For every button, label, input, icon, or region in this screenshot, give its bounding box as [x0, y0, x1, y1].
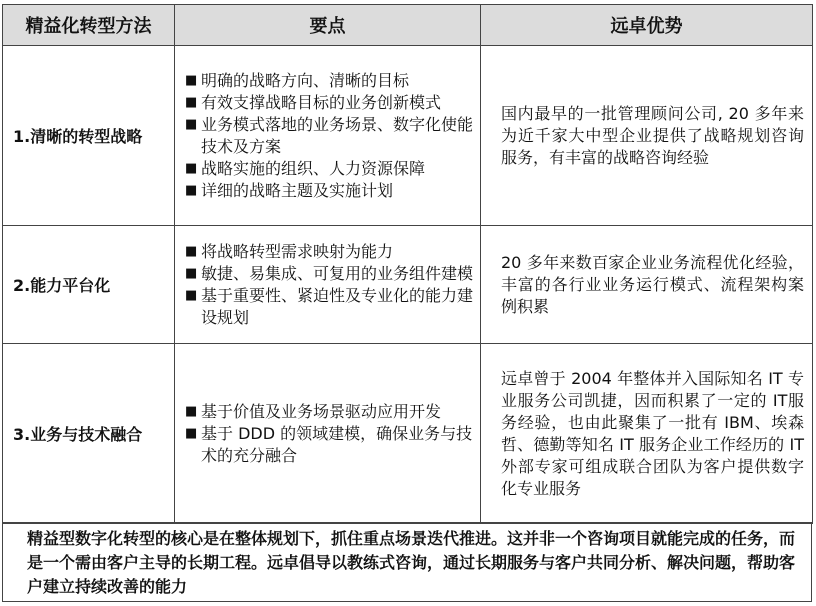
table-row	[3, 226, 813, 344]
table-row	[3, 46, 813, 226]
advantage-cell: 国内最早的一批管理顾问公司, 20 多年来为近千家大中型企业提供了战略规划咨询服务，有丰富的战略咨询经验	[481, 46, 813, 226]
summary-note: 精益型数字化转型的核心是在整体规划下，抓住重点场景迭代推进。这并非一个咨询项目就能完成的任务，而是一个需由客户主导的长期工程。远卓倡导以教练式咨询，通过长期服务与客户共同分析、解决问题，帮助客户建立持续改善的能力	[2, 522, 812, 602]
point-item	[185, 114, 474, 158]
transformation-table	[2, 4, 813, 524]
advantage-cell: 远卓曾于 2004 年整体并入国际知名 IT 专业服务公司凯捷，因而积累了一定的 IT服务经验，也由此聚集了一批有 IBM、埃森哲、德勤等知名 IT 服务企业工作经历的 IT 外部专家可组成联合团队为客户提供数字化专业服务	[481, 344, 813, 524]
point-item	[185, 401, 474, 423]
bullet-icon: ■	[185, 116, 198, 132]
method-cell: 3.业务与技术融合	[3, 344, 175, 524]
header-method: 精益化转型方法	[3, 5, 175, 46]
point-text: 业务模式落地的业务场景、数字化使能技术及方案	[201, 114, 474, 156]
point-text: 战略实施的组织、人力资源保障	[201, 158, 426, 178]
point-text: 基于重要性、紧迫性及专业化的能力建设规划	[201, 285, 474, 327]
method-cell: 1.清晰的转型战略	[3, 46, 175, 226]
point-text: 基于 DDD 的领域建模，确保业务与技术的充分融合	[201, 423, 473, 465]
header-row	[3, 5, 813, 46]
header-points: 要点	[175, 5, 481, 46]
header-advantage: 远卓优势	[481, 5, 813, 46]
bullet-icon: ■	[185, 243, 198, 259]
points-list	[185, 70, 474, 202]
bullet-icon: ■	[185, 425, 198, 441]
point-item	[185, 92, 474, 114]
points-list	[185, 241, 474, 329]
point-item	[185, 263, 474, 285]
bullet-icon: ■	[185, 287, 198, 303]
method-cell: 2.能力平台化	[3, 226, 175, 344]
point-item	[185, 285, 474, 329]
point-item	[185, 241, 474, 263]
points-cell	[175, 226, 481, 344]
point-item	[185, 180, 474, 202]
point-item	[185, 70, 474, 92]
point-text: 详细的战略主题及实施计划	[201, 180, 394, 200]
point-text: 敏捷、易集成、可复用的业务组件建模	[201, 263, 474, 283]
bullet-icon: ■	[185, 403, 198, 419]
table-row	[3, 344, 813, 524]
point-text: 基于价值及业务场景驱动应用开发	[201, 401, 442, 421]
point-item	[185, 158, 474, 180]
bullet-icon: ■	[185, 182, 198, 198]
point-text: 有效支撑战略目标的业务创新模式	[201, 92, 442, 112]
point-text: 明确的战略方向、清晰的目标	[201, 70, 410, 90]
advantage-cell: 20 多年来数百家企业业务流程优化经验，丰富的各行业业务运行模式、流程架构案例积累	[481, 226, 813, 344]
bullet-icon: ■	[185, 94, 198, 110]
points-cell	[175, 344, 481, 524]
bullet-icon: ■	[185, 160, 198, 176]
points-list	[185, 401, 474, 467]
bullet-icon: ■	[185, 72, 198, 88]
point-item	[185, 423, 474, 467]
bullet-icon: ■	[185, 265, 198, 281]
points-cell	[175, 46, 481, 226]
point-text: 将战略转型需求映射为能力	[201, 241, 394, 261]
